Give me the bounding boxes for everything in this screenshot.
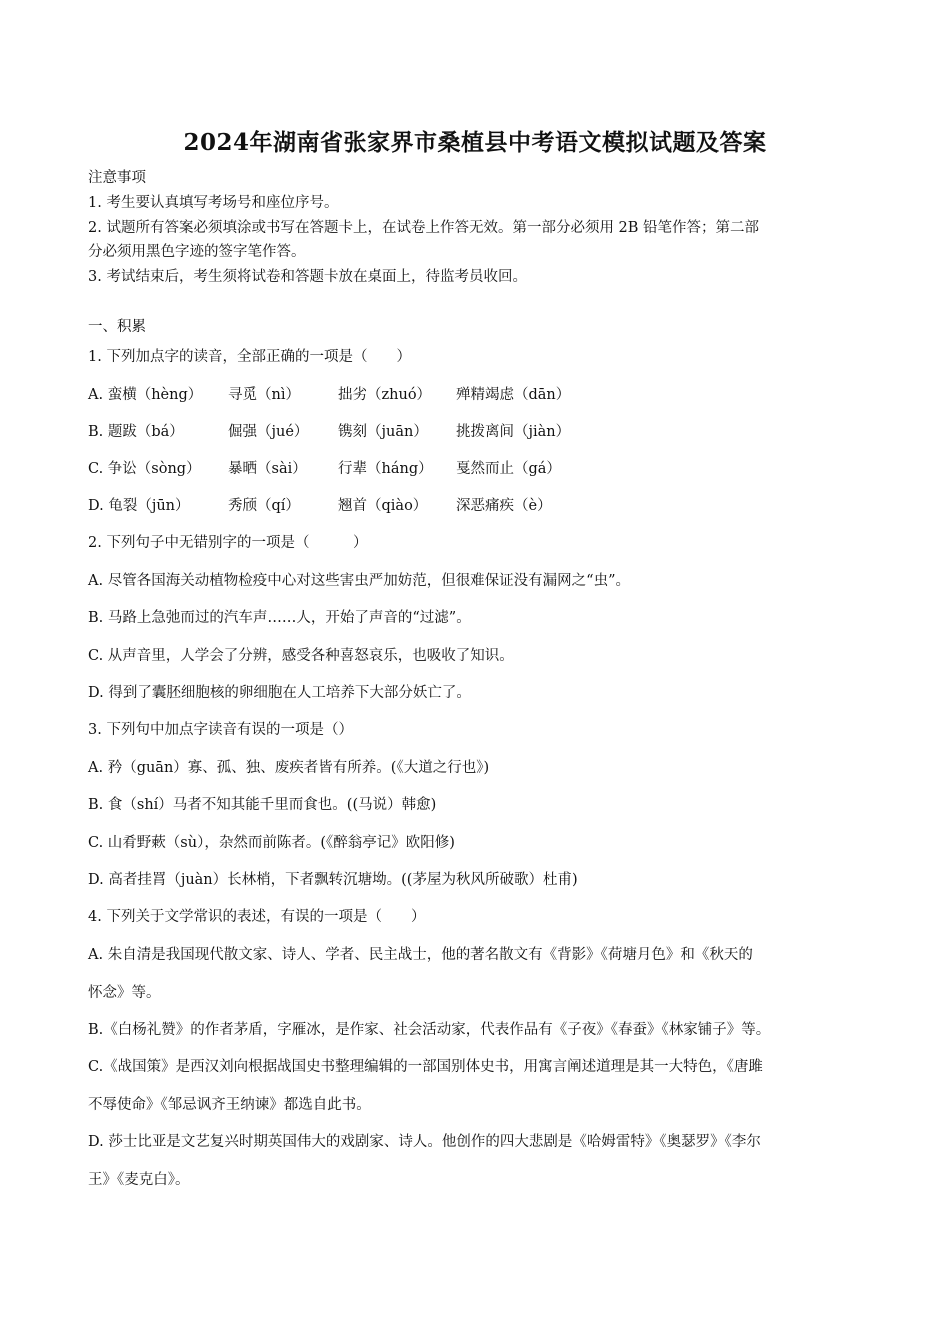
q2-option-c: C. 从声音里，人学会了分辨，感受各种喜怒哀乐，也吸收了知识。 xyxy=(88,648,514,664)
q1-option-b-4: 挑拨离间（jiàn） xyxy=(456,424,571,440)
q1-option-b-1: B. 题跋（bá） xyxy=(88,424,184,440)
q1-option-b-3: 镌刻（juān） xyxy=(338,424,428,440)
q2-option-a: A. 尽管各国海关动植物检疫中心对这些害虫严加妨范，但很难保证没有漏网之“虫”。 xyxy=(88,573,631,589)
q1-option-a-4: 殚精竭虑（dān） xyxy=(456,387,571,403)
q4-option-b: B.《白杨礼赞》的作者茅盾，字雁冰，是作家、社会活动家，代表作品有《子夜》《春蚕》《林家铺子》等。 xyxy=(88,1022,771,1038)
question-2-stem: 2. 下列句子中无错别字的一项是（ ） xyxy=(88,535,368,551)
note-2-line-2: 分必须用黑色字迹的签字笔作答。 xyxy=(88,244,306,260)
question-4-stem: 4. 下列关于文学常识的表述，有误的一项是（ ） xyxy=(88,909,426,925)
q1-option-d-4: 深恶痛疾（è） xyxy=(456,498,552,514)
question-3-stem: 3. 下列句中加点字读音有误的一项是（） xyxy=(88,722,353,738)
q1-option-c-4: 戛然而止（gá） xyxy=(456,461,561,477)
q1-option-a-2: 寻觅（nì） xyxy=(228,387,300,403)
q4-option-d-line-1: D. 莎士比亚是文艺复兴时期英国伟大的戏剧家、诗人。他创作的四大悲剧是《哈姆雷特》《奥瑟罗》《李尔 xyxy=(88,1134,761,1150)
q3-option-b: B. 食（shí）马者不知其能千里而食也。((马说）韩愈) xyxy=(88,797,437,813)
page-title: 2024年湖南省张家界市桑植县中考语文模拟试题及答案 xyxy=(183,129,767,156)
q1-option-c-3: 行辈（háng） xyxy=(338,461,433,477)
q4-option-c-line-2: 不辱使命》《邹忌讽齐王纳谏》都选自此书。 xyxy=(88,1097,371,1113)
q1-option-d-2: 秀颀（qí） xyxy=(228,498,300,514)
note-2-line-1: 2. 试题所有答案必须填涂或书写在答题卡上，在试卷上作答无效。第一部分必须用 2B 铅笔作答；第二部 xyxy=(88,220,760,236)
q3-option-a: A. 矜（guān）寡、孤、独、废疾者皆有所养。(《大道之行也》) xyxy=(88,760,490,776)
q4-option-a-line-1: A. 朱自清是我国现代散文家、诗人、学者、民主战士，他的著名散文有《背影》《荷塘月色》和《秋天的 xyxy=(88,947,753,963)
note-1: 1. 考生要认真填写考场号和座位序号。 xyxy=(88,195,339,211)
q4-option-a-line-2: 怀念》等。 xyxy=(88,985,161,1001)
q4-option-d-line-2: 王》《麦克白》。 xyxy=(88,1172,190,1188)
q4-option-c-line-1: C.《战国策》是西汉刘向根据战国史书整理编辑的一部国别体史书，用寓言阐述道理是其一大特色，《唐雎 xyxy=(88,1059,763,1075)
q2-option-b: B. 马路上急弛而过的汽车声……人，开始了声音的“过滤”。 xyxy=(88,610,471,626)
q3-option-c: C. 山肴野蔌（sù），杂然而前陈者。(《醉翁亭记》欧阳修) xyxy=(88,835,455,851)
q1-option-d-1: D. 龟裂（jūn） xyxy=(88,498,190,514)
q2-option-d: D. 得到了囊胚细胞核的卵细胞在人工培养下大部分妖亡了。 xyxy=(88,685,471,701)
q3-option-d: D. 高者挂罥（juàn）长林梢，下者飘转沉塘坳。((茅屋为秋风所破歌）杜甫) xyxy=(88,872,578,888)
question-1-stem: 1. 下列加点字的读音，全部正确的一项是（ ） xyxy=(88,349,411,365)
q1-option-c-1: C. 争讼（sòng） xyxy=(88,461,201,477)
note-3: 3. 考试结束后，考生须将试卷和答题卡放在桌面上，待监考员收回。 xyxy=(88,269,527,285)
q1-option-d-3: 翘首（qiào） xyxy=(338,498,428,514)
notes-heading: 注意事项 xyxy=(88,170,146,186)
q1-option-b-2: 倔强（jué） xyxy=(228,424,309,440)
section-heading: 一、积累 xyxy=(88,319,146,335)
q1-option-a-3: 拙劣（zhuó） xyxy=(338,387,432,403)
q1-option-a-1: A. 蛮横（hèng） xyxy=(88,387,203,403)
q1-option-c-2: 暴晒（sài） xyxy=(228,461,307,477)
